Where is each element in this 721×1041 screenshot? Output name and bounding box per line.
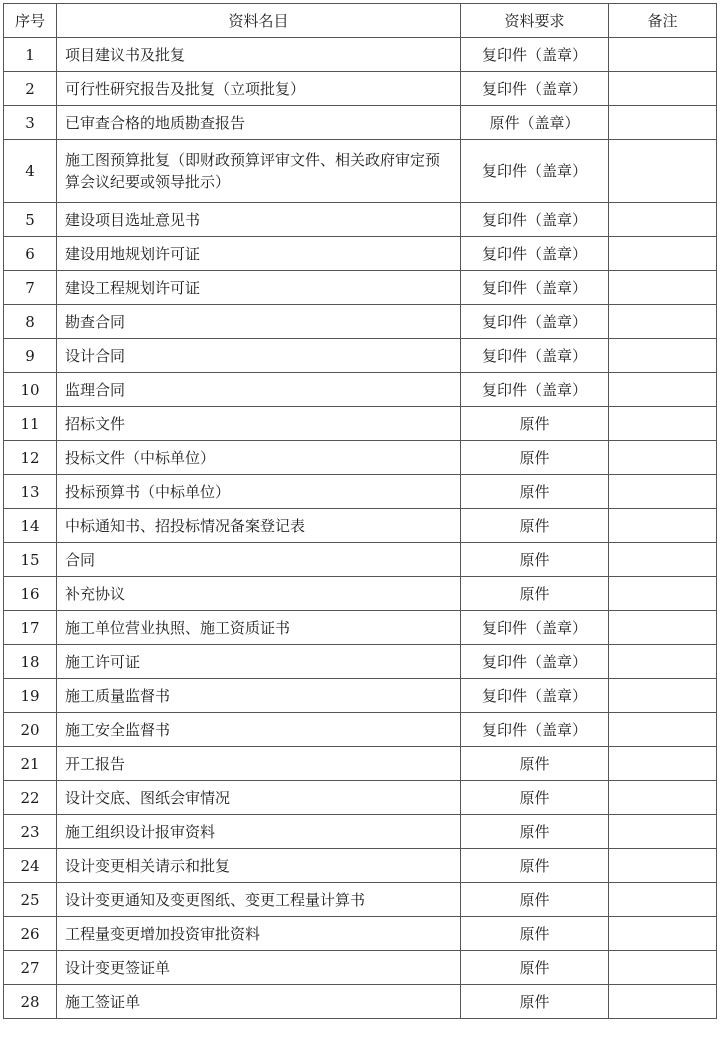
row-index-cell: 18 xyxy=(4,645,57,679)
row-remark-cell xyxy=(609,38,717,72)
row-name-cell: 设计变更相关请示和批复 xyxy=(57,849,461,883)
row-index-cell: 6 xyxy=(4,237,57,271)
table-row xyxy=(4,509,717,543)
row-name-cell: 合同 xyxy=(57,543,461,577)
row-name-cell: 施工许可证 xyxy=(57,645,461,679)
row-index-cell: 11 xyxy=(4,407,57,441)
row-name-cell: 可行性研究报告及批复（立项批复） xyxy=(57,72,461,106)
row-requirement-cell: 复印件（盖章） xyxy=(461,271,609,305)
row-remark-cell xyxy=(609,917,717,951)
row-name-cell: 建设用地规划许可证 xyxy=(57,237,461,271)
header-index: 序号 xyxy=(4,4,57,38)
row-remark-cell xyxy=(609,441,717,475)
row-requirement-cell: 复印件（盖章） xyxy=(461,140,609,203)
row-remark-cell xyxy=(609,373,717,407)
table-row xyxy=(4,407,717,441)
row-name-cell: 施工单位营业执照、施工资质证书 xyxy=(57,611,461,645)
row-remark-cell xyxy=(609,140,717,203)
row-remark-cell xyxy=(609,577,717,611)
row-requirement-cell: 复印件（盖章） xyxy=(461,611,609,645)
row-name-cell: 设计合同 xyxy=(57,339,461,373)
row-remark-cell xyxy=(609,237,717,271)
row-name-cell: 施工图预算批复（即财政预算评审文件、相关政府审定预算会议纪要或领导批示） xyxy=(57,140,461,203)
row-requirement-cell: 复印件（盖章） xyxy=(461,679,609,713)
row-name-cell: 设计变更通知及变更图纸、变更工程量计算书 xyxy=(57,883,461,917)
row-name-cell: 设计变更签证单 xyxy=(57,951,461,985)
row-name-cell: 建设工程规划许可证 xyxy=(57,271,461,305)
header-remark: 备注 xyxy=(609,4,717,38)
row-name-cell: 开工报告 xyxy=(57,747,461,781)
row-requirement-cell: 复印件（盖章） xyxy=(461,237,609,271)
row-remark-cell xyxy=(609,883,717,917)
row-requirement-cell: 原件 xyxy=(461,781,609,815)
row-requirement-cell: 原件 xyxy=(461,985,609,1019)
table-row xyxy=(4,611,717,645)
row-index-cell: 24 xyxy=(4,849,57,883)
row-remark-cell xyxy=(609,679,717,713)
row-requirement-cell: 复印件（盖章） xyxy=(461,38,609,72)
row-index-cell: 15 xyxy=(4,543,57,577)
row-index-cell: 26 xyxy=(4,917,57,951)
row-requirement-cell: 复印件（盖章） xyxy=(461,203,609,237)
row-name-cell: 施工签证单 xyxy=(57,985,461,1019)
row-index-cell: 28 xyxy=(4,985,57,1019)
row-remark-cell xyxy=(609,713,717,747)
row-name-cell: 监理合同 xyxy=(57,373,461,407)
table-row xyxy=(4,203,717,237)
table-row xyxy=(4,849,717,883)
row-requirement-cell: 原件 xyxy=(461,951,609,985)
row-remark-cell xyxy=(609,951,717,985)
row-index-cell: 25 xyxy=(4,883,57,917)
table-header xyxy=(4,4,717,38)
row-remark-cell xyxy=(609,475,717,509)
row-requirement-cell: 原件 xyxy=(461,407,609,441)
table-row xyxy=(4,679,717,713)
row-index-cell: 22 xyxy=(4,781,57,815)
row-requirement-cell: 原件 xyxy=(461,849,609,883)
table-row xyxy=(4,271,717,305)
table-row xyxy=(4,577,717,611)
table-row xyxy=(4,339,717,373)
table-row xyxy=(4,815,717,849)
row-requirement-cell: 原件 xyxy=(461,475,609,509)
row-requirement-cell: 复印件（盖章） xyxy=(461,305,609,339)
row-requirement-cell: 原件 xyxy=(461,543,609,577)
table-row xyxy=(4,305,717,339)
row-requirement-cell: 复印件（盖章） xyxy=(461,72,609,106)
row-requirement-cell: 复印件（盖章） xyxy=(461,339,609,373)
header-name: 资料名目 xyxy=(57,4,461,38)
row-remark-cell xyxy=(609,543,717,577)
row-remark-cell xyxy=(609,509,717,543)
row-remark-cell xyxy=(609,815,717,849)
row-index-cell: 9 xyxy=(4,339,57,373)
row-index-cell: 7 xyxy=(4,271,57,305)
row-name-cell: 投标预算书（中标单位） xyxy=(57,475,461,509)
row-index-cell: 19 xyxy=(4,679,57,713)
table-row xyxy=(4,441,717,475)
table-row xyxy=(4,951,717,985)
header-row xyxy=(4,4,717,38)
row-name-cell: 工程量变更增加投资审批资料 xyxy=(57,917,461,951)
table-row xyxy=(4,985,717,1019)
row-index-cell: 17 xyxy=(4,611,57,645)
row-name-cell: 施工组织设计报审资料 xyxy=(57,815,461,849)
row-remark-cell xyxy=(609,271,717,305)
row-remark-cell xyxy=(609,106,717,140)
table-row xyxy=(4,72,717,106)
table-row xyxy=(4,645,717,679)
row-name-cell: 项目建议书及批复 xyxy=(57,38,461,72)
row-index-cell: 5 xyxy=(4,203,57,237)
row-index-cell: 12 xyxy=(4,441,57,475)
row-name-cell: 补充协议 xyxy=(57,577,461,611)
row-remark-cell xyxy=(609,747,717,781)
row-index-cell: 23 xyxy=(4,815,57,849)
table-row xyxy=(4,237,717,271)
row-remark-cell xyxy=(609,407,717,441)
row-remark-cell xyxy=(609,645,717,679)
row-requirement-cell: 复印件（盖章） xyxy=(461,645,609,679)
table-row xyxy=(4,475,717,509)
table-row xyxy=(4,38,717,72)
table-row xyxy=(4,543,717,577)
row-index-cell: 20 xyxy=(4,713,57,747)
row-requirement-cell: 原件 xyxy=(461,883,609,917)
table-row xyxy=(4,747,717,781)
table-row xyxy=(4,781,717,815)
header-requirement: 资料要求 xyxy=(461,4,609,38)
row-name-cell: 已审查合格的地质勘查报告 xyxy=(57,106,461,140)
table-row xyxy=(4,713,717,747)
row-index-cell: 3 xyxy=(4,106,57,140)
row-remark-cell xyxy=(609,339,717,373)
row-index-cell: 8 xyxy=(4,305,57,339)
row-name-cell: 勘查合同 xyxy=(57,305,461,339)
table-row xyxy=(4,373,717,407)
row-index-cell: 10 xyxy=(4,373,57,407)
row-index-cell: 13 xyxy=(4,475,57,509)
row-name-cell: 施工安全监督书 xyxy=(57,713,461,747)
table-row xyxy=(4,917,717,951)
row-requirement-cell: 原件 xyxy=(461,577,609,611)
row-requirement-cell: 复印件（盖章） xyxy=(461,373,609,407)
table-body xyxy=(4,38,717,1019)
row-remark-cell xyxy=(609,781,717,815)
row-remark-cell xyxy=(609,72,717,106)
row-name-cell: 施工质量监督书 xyxy=(57,679,461,713)
row-requirement-cell: 原件 xyxy=(461,747,609,781)
row-index-cell: 21 xyxy=(4,747,57,781)
row-requirement-cell: 复印件（盖章） xyxy=(461,713,609,747)
row-remark-cell xyxy=(609,849,717,883)
row-requirement-cell: 原件 xyxy=(461,917,609,951)
row-name-cell: 招标文件 xyxy=(57,407,461,441)
row-index-cell: 2 xyxy=(4,72,57,106)
row-index-cell: 16 xyxy=(4,577,57,611)
row-remark-cell xyxy=(609,203,717,237)
table-row xyxy=(4,106,717,140)
row-index-cell: 1 xyxy=(4,38,57,72)
row-name-cell: 投标文件（中标单位） xyxy=(57,441,461,475)
row-requirement-cell: 原件 xyxy=(461,441,609,475)
row-name-cell: 设计交底、图纸会审情况 xyxy=(57,781,461,815)
row-requirement-cell: 原件 xyxy=(461,509,609,543)
table-row xyxy=(4,883,717,917)
row-remark-cell xyxy=(609,305,717,339)
row-name-cell: 中标通知书、招投标情况备案登记表 xyxy=(57,509,461,543)
document-checklist-table xyxy=(3,3,717,1019)
row-index-cell: 27 xyxy=(4,951,57,985)
row-remark-cell xyxy=(609,985,717,1019)
row-index-cell: 4 xyxy=(4,140,57,203)
row-name-cell: 建设项目选址意见书 xyxy=(57,203,461,237)
row-requirement-cell: 原件 xyxy=(461,815,609,849)
row-requirement-cell: 原件（盖章） xyxy=(461,106,609,140)
row-index-cell: 14 xyxy=(4,509,57,543)
row-remark-cell xyxy=(609,611,717,645)
table-row xyxy=(4,140,717,203)
